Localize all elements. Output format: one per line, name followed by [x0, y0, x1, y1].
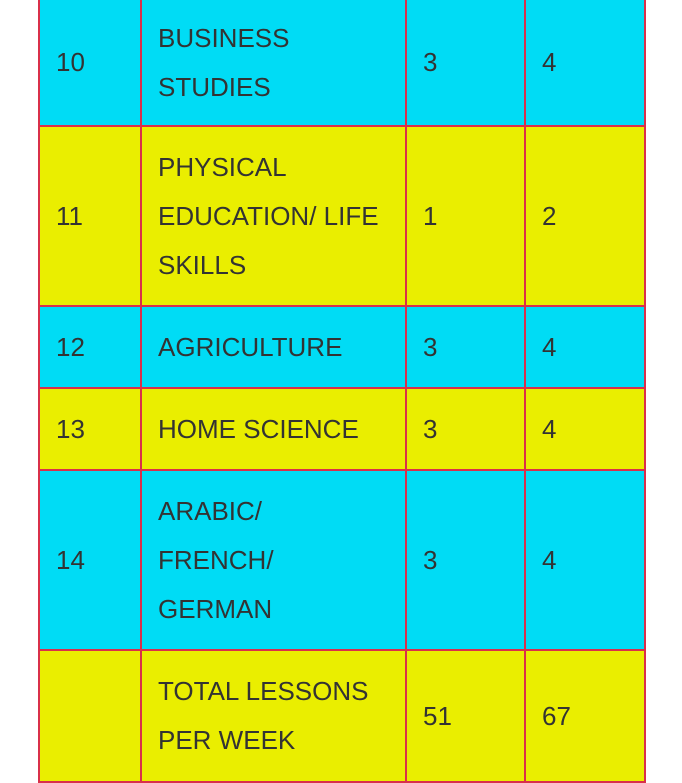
lessons-value-a: 1 [406, 126, 525, 306]
table-row [39, 388, 645, 470]
lessons-value-b: 4 [525, 470, 645, 650]
table-row [39, 306, 645, 388]
lessons-value-a: 3 [406, 306, 525, 388]
subject-name: ARABIC/ FRENCH/ GERMAN [141, 470, 406, 650]
total-value-b: 67 [525, 650, 645, 782]
lessons-value-b: 4 [525, 388, 645, 470]
lessons-table [38, 0, 646, 783]
row-number [39, 650, 141, 782]
subject-name: BUSINESS STUDIES [141, 0, 406, 126]
row-number: 10 [39, 0, 141, 126]
table-row [39, 470, 645, 650]
row-number: 13 [39, 388, 141, 470]
lessons-value-b: 2 [525, 126, 645, 306]
table-row [39, 0, 645, 126]
lessons-value-a: 3 [406, 0, 525, 126]
subject-name: TOTAL LESSONS PER WEEK [141, 650, 406, 782]
total-value-a: 51 [406, 650, 525, 782]
row-number: 12 [39, 306, 141, 388]
lessons-value-a: 3 [406, 388, 525, 470]
lessons-table-container [38, 0, 644, 783]
subject-name: HOME SCIENCE [141, 388, 406, 470]
subject-name: PHYSICAL EDUCATION/ LIFE SKILLS [141, 126, 406, 306]
subject-name: AGRICULTURE [141, 306, 406, 388]
row-number: 11 [39, 126, 141, 306]
lessons-value-a: 3 [406, 470, 525, 650]
lessons-value-b: 4 [525, 0, 645, 126]
row-number: 14 [39, 470, 141, 650]
table-row [39, 650, 645, 782]
lessons-value-b: 4 [525, 306, 645, 388]
table-row [39, 126, 645, 306]
